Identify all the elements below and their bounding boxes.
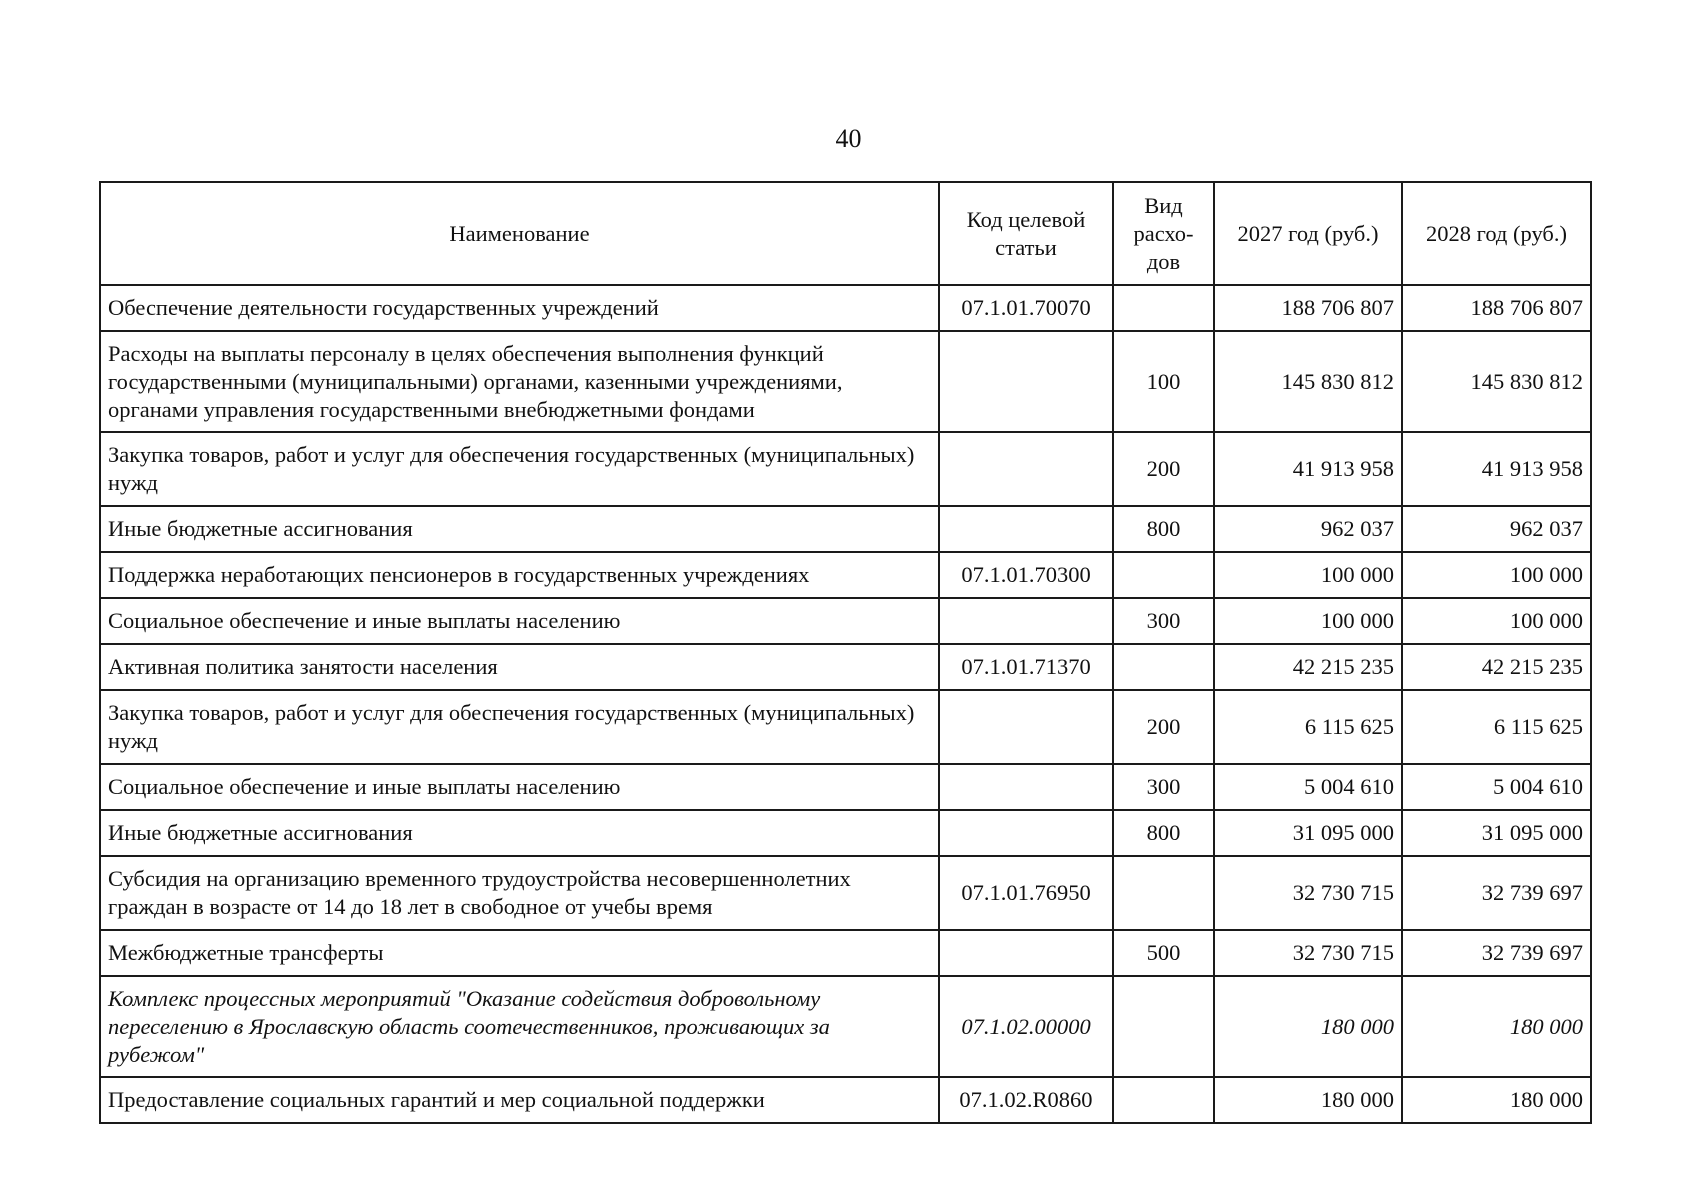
cell-2028: 32 739 697 — [1402, 930, 1591, 976]
table-row — [100, 1077, 1591, 1123]
cell-2027: 41 913 958 — [1214, 432, 1402, 506]
cell-name: Иные бюджетные ассигнования — [100, 810, 939, 856]
cell-code — [939, 690, 1113, 764]
cell-2027: 32 730 715 — [1214, 856, 1402, 930]
cell-kind: 100 — [1113, 331, 1214, 432]
cell-2028: 31 095 000 — [1402, 810, 1591, 856]
cell-kind — [1113, 976, 1214, 1077]
table-header-row — [100, 182, 1591, 285]
cell-code — [939, 930, 1113, 976]
table-row — [100, 976, 1591, 1077]
cell-kind — [1113, 1077, 1214, 1123]
cell-name: Иные бюджетные ассигнования — [100, 506, 939, 552]
cell-kind — [1113, 856, 1214, 930]
cell-kind — [1113, 552, 1214, 598]
table-body — [100, 285, 1591, 1123]
cell-name: Активная политика занятости населения — [100, 644, 939, 690]
cell-name: Расходы на выплаты персоналу в целях обеспечения выполнения функций государственными (муниципальными) органами, казенными учреждениями, органами управления государственными внебюджетными фондами — [100, 331, 939, 432]
table-row — [100, 552, 1591, 598]
cell-2027: 180 000 — [1214, 1077, 1402, 1123]
cell-kind: 300 — [1113, 598, 1214, 644]
cell-code: 07.1.01.76950 — [939, 856, 1113, 930]
cell-kind: 200 — [1113, 690, 1214, 764]
cell-code: 07.1.02.R0860 — [939, 1077, 1113, 1123]
cell-kind — [1113, 644, 1214, 690]
cell-name: Закупка товаров, работ и услуг для обеспечения государственных (муниципальных) нужд — [100, 432, 939, 506]
cell-2027: 145 830 812 — [1214, 331, 1402, 432]
table-row — [100, 331, 1591, 432]
cell-name: Социальное обеспечение и иные выплаты населению — [100, 598, 939, 644]
cell-2028: 5 004 610 — [1402, 764, 1591, 810]
table-row — [100, 432, 1591, 506]
cell-2027: 180 000 — [1214, 976, 1402, 1077]
cell-2028: 145 830 812 — [1402, 331, 1591, 432]
cell-2027: 962 037 — [1214, 506, 1402, 552]
cell-2028: 180 000 — [1402, 976, 1591, 1077]
cell-name: Предоставление социальных гарантий и мер социальной поддержки — [100, 1077, 939, 1123]
cell-name: Межбюджетные трансферты — [100, 930, 939, 976]
page-number: 40 — [835, 124, 862, 153]
cell-2028: 42 215 235 — [1402, 644, 1591, 690]
cell-code — [939, 810, 1113, 856]
cell-2028: 41 913 958 — [1402, 432, 1591, 506]
header-code: Код целевой статьи — [939, 182, 1113, 285]
table-row — [100, 598, 1591, 644]
cell-kind — [1113, 285, 1214, 331]
cell-2027: 6 115 625 — [1214, 690, 1402, 764]
cell-2027: 31 095 000 — [1214, 810, 1402, 856]
cell-name: Субсидия на организацию временного трудоустройства несовершеннолетних граждан в возрасте от 14 до 18 лет в свободное от учебы время — [100, 856, 939, 930]
cell-name: Социальное обеспечение и иные выплаты населению — [100, 764, 939, 810]
header-kind: Вид расхо-дов — [1113, 182, 1214, 285]
table-row — [100, 690, 1591, 764]
cell-name: Поддержка неработающих пенсионеров в государственных учреждениях — [100, 552, 939, 598]
table-row — [100, 285, 1591, 331]
cell-code: 07.1.02.00000 — [939, 976, 1113, 1077]
cell-2028: 32 739 697 — [1402, 856, 1591, 930]
cell-2027: 188 706 807 — [1214, 285, 1402, 331]
cell-2028: 188 706 807 — [1402, 285, 1591, 331]
table-row — [100, 810, 1591, 856]
cell-code — [939, 331, 1113, 432]
cell-2028: 100 000 — [1402, 552, 1591, 598]
cell-code — [939, 506, 1113, 552]
cell-2027: 100 000 — [1214, 598, 1402, 644]
cell-code: 07.1.01.71370 — [939, 644, 1113, 690]
cell-kind: 800 — [1113, 506, 1214, 552]
cell-kind: 500 — [1113, 930, 1214, 976]
cell-name: Закупка товаров, работ и услуг для обеспечения государственных (муниципальных) нужд — [100, 690, 939, 764]
cell-2027: 42 215 235 — [1214, 644, 1402, 690]
table-row — [100, 930, 1591, 976]
cell-code — [939, 432, 1113, 506]
table-row — [100, 644, 1591, 690]
cell-2027: 32 730 715 — [1214, 930, 1402, 976]
cell-name: Обеспечение деятельности государственных учреждений — [100, 285, 939, 331]
cell-code — [939, 598, 1113, 644]
cell-kind: 200 — [1113, 432, 1214, 506]
table-row — [100, 856, 1591, 930]
cell-2028: 6 115 625 — [1402, 690, 1591, 764]
header-2027: 2027 год (руб.) — [1214, 182, 1402, 285]
table-row — [100, 764, 1591, 810]
table-row — [100, 506, 1591, 552]
cell-code: 07.1.01.70300 — [939, 552, 1113, 598]
cell-code — [939, 764, 1113, 810]
header-name: Наименование — [100, 182, 939, 285]
cell-code: 07.1.01.70070 — [939, 285, 1113, 331]
cell-2028: 100 000 — [1402, 598, 1591, 644]
cell-2027: 5 004 610 — [1214, 764, 1402, 810]
budget-table — [99, 181, 1592, 1124]
cell-2028: 180 000 — [1402, 1077, 1591, 1123]
cell-kind: 300 — [1113, 764, 1214, 810]
header-2028: 2028 год (руб.) — [1402, 182, 1591, 285]
cell-2027: 100 000 — [1214, 552, 1402, 598]
cell-kind: 800 — [1113, 810, 1214, 856]
cell-2028: 962 037 — [1402, 506, 1591, 552]
cell-name: Комплекс процессных мероприятий "Оказание содействия добровольному переселению в Ярославскую область соотечественников, проживающих за рубежом" — [100, 976, 939, 1077]
